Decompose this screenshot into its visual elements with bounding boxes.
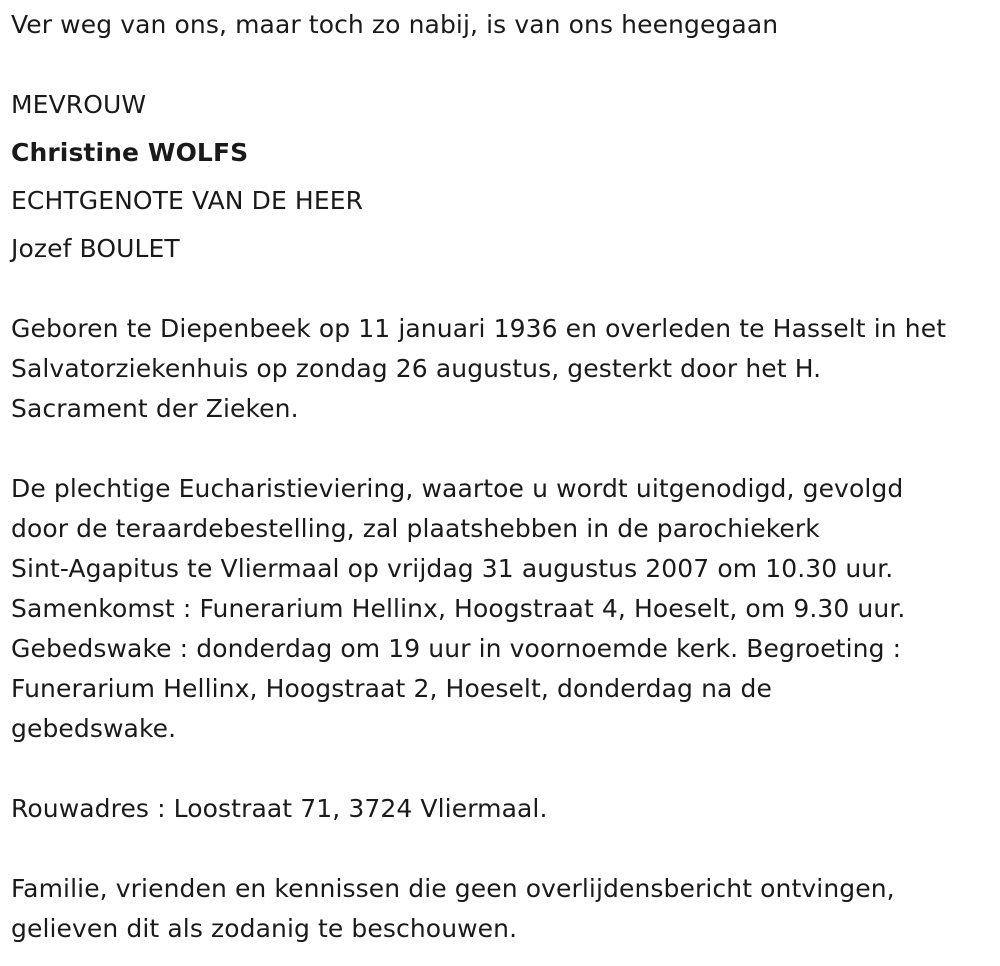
birth-death-line: Sacrament der Zieken. (11, 394, 299, 423)
relation-line: ECHTGENOTE VAN DE HEER (11, 186, 364, 215)
mourning-address: Rouwadres : Loostraat 71, 3724 Vliermaal. (11, 794, 548, 823)
ceremony-line: De plechtige Eucharistieviering, waartoe u wordt uitgenodigd, gevolgd (11, 474, 904, 503)
spouse-name: Jozef BOULET (11, 234, 180, 263)
closing-line: Familie, vrienden en kennissen die geen overlijdensbericht ontvingen, (11, 874, 895, 903)
opening-line: Ver weg van ons, maar toch zo nabij, is van ons heengegaan (11, 10, 779, 39)
birth-death-line: Geboren te Diepenbeek op 11 januari 1936 en overleden te Hasselt in het (11, 314, 947, 343)
birth-death-line: Salvatorziekenhuis op zondag 26 augustus, gesterkt door het H. (11, 354, 822, 383)
ceremony-line: Samenkomst : Funerarium Hellinx, Hoogstraat 4, Hoeselt, om 9.30 uur. (11, 594, 906, 623)
ceremony-line: Funerarium Hellinx, Hoogstraat 2, Hoeselt, donderdag na de (11, 674, 772, 703)
deceased-title: MEVROUW (11, 90, 147, 119)
ceremony-line: gebedswake. (11, 714, 177, 743)
ceremony-line: door de teraardebestelling, zal plaatshebben in de parochiekerk (11, 514, 820, 543)
deceased-name: Christine WOLFS (11, 138, 249, 167)
ceremony-line: Sint-Agapitus te Vliermaal op vrijdag 31 augustus 2007 om 10.30 uur. (11, 554, 894, 583)
ceremony-line: Gebedswake : donderdag om 19 uur in voornoemde kerk. Begroeting : (11, 634, 902, 663)
closing-line: gelieven dit als zodanig te beschouwen. (11, 914, 518, 943)
